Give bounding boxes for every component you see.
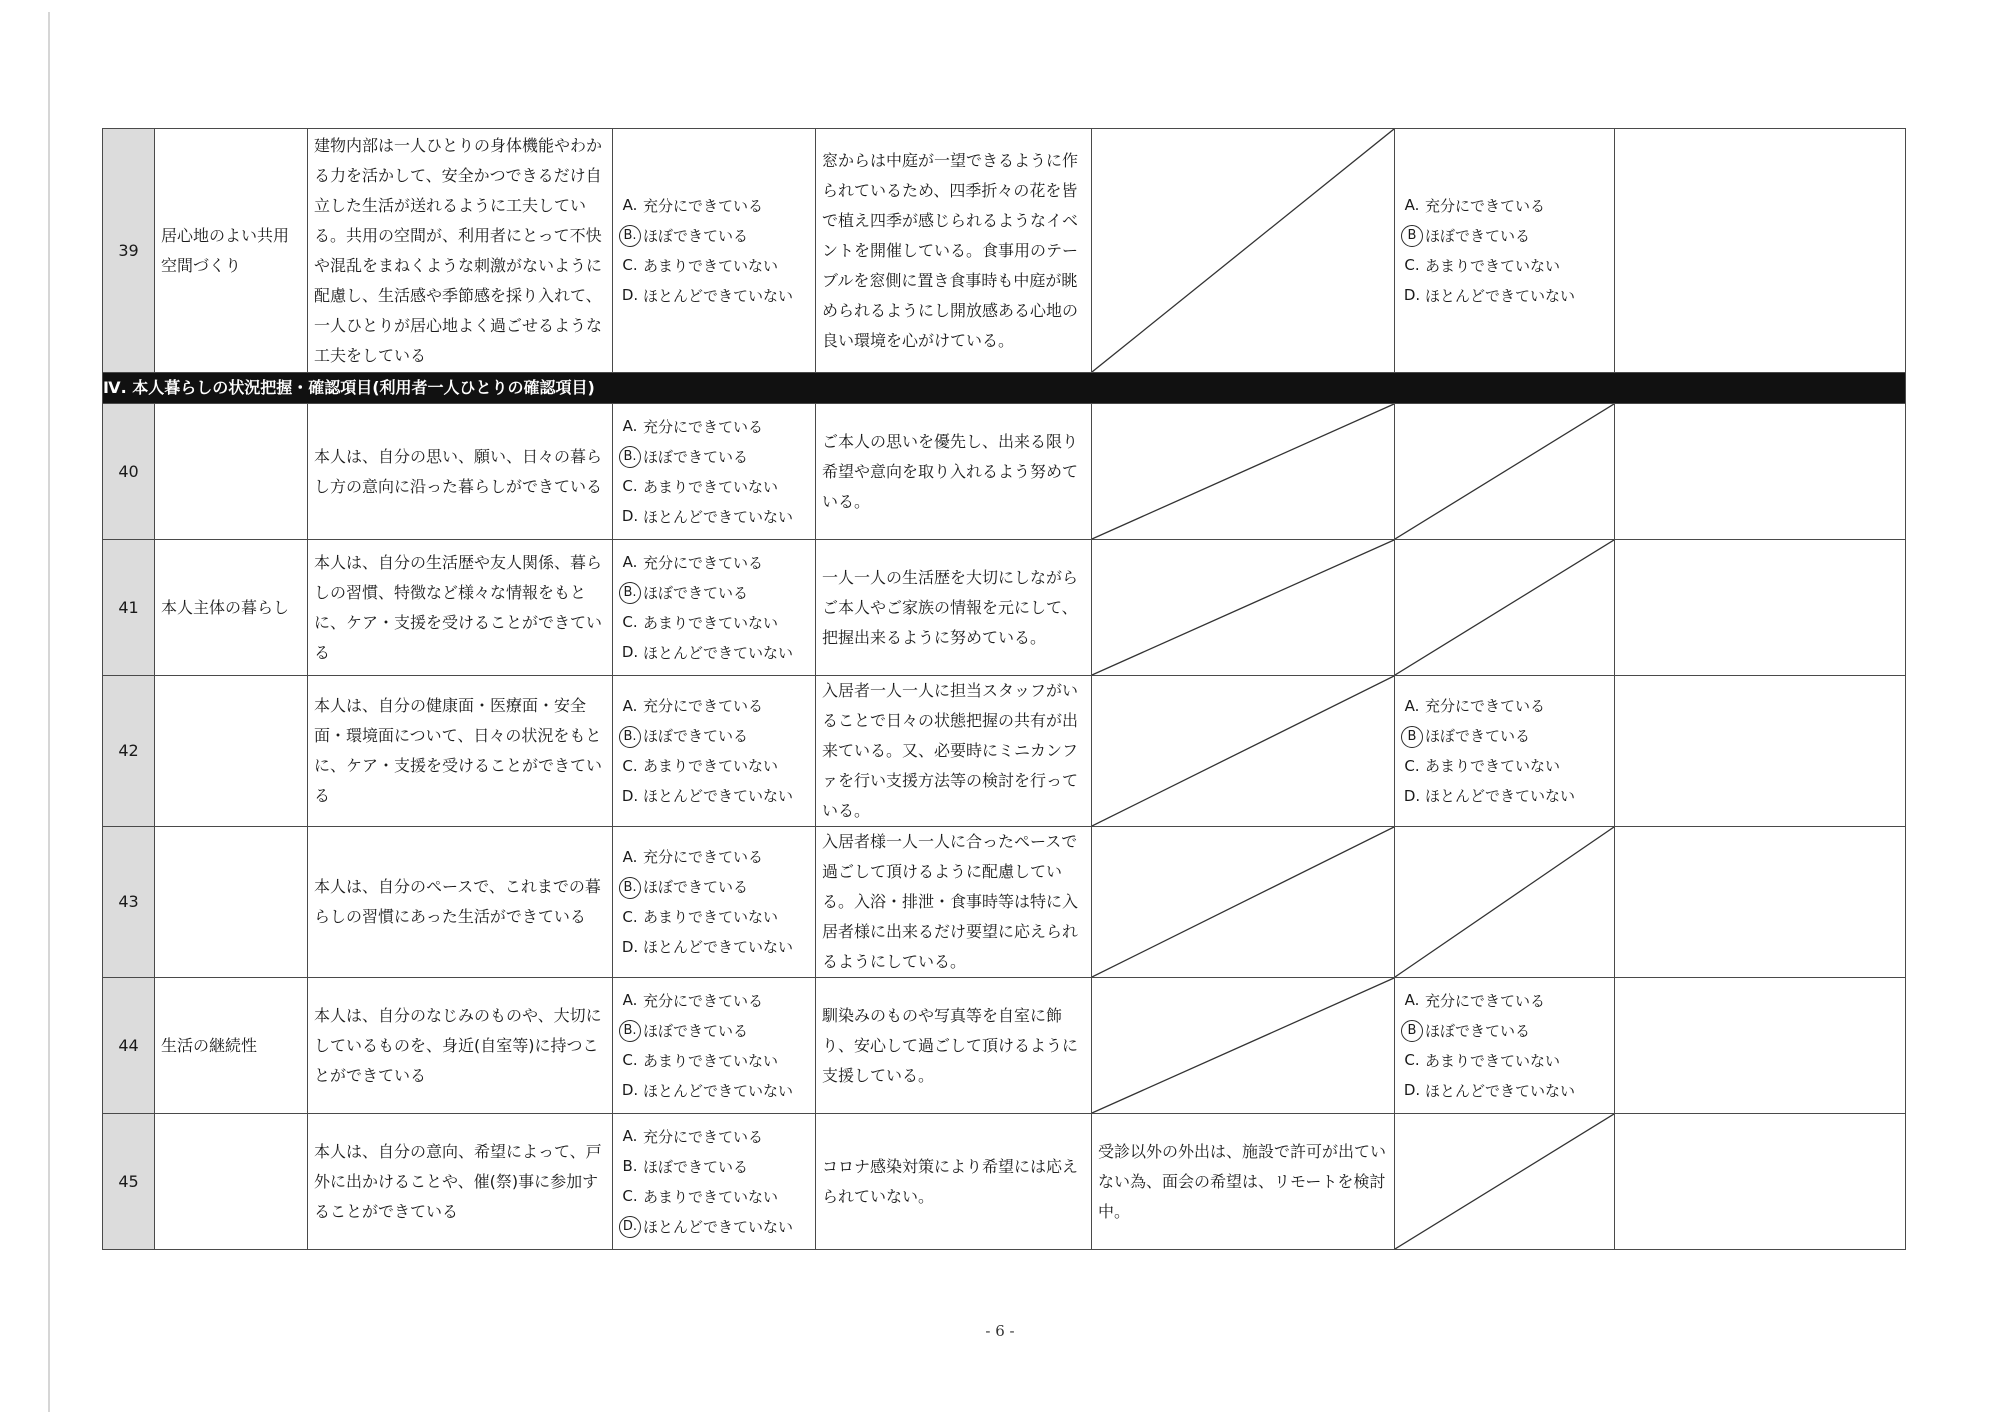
option-b <box>619 721 815 751</box>
option-c <box>619 472 815 502</box>
option-text: ほとんどできていない <box>643 286 794 305</box>
option-text: ほぼできている <box>643 878 749 896</box>
option-d <box>619 781 815 811</box>
slash-cell <box>1092 129 1395 373</box>
group-label <box>155 404 308 540</box>
group-label: 本人主体の暮らし <box>155 540 308 676</box>
option-c <box>1401 1046 1614 1076</box>
option-c <box>619 251 815 281</box>
option-text: ほとんどできていない <box>643 643 794 662</box>
option-mark: D. <box>621 1081 639 1099</box>
option-d <box>619 502 815 532</box>
option-mark: D. <box>621 507 639 525</box>
option-d <box>619 638 815 668</box>
option-mark: A. <box>1404 991 1420 1009</box>
selected-circle-mark: B <box>1401 726 1423 748</box>
empty-cell <box>1615 404 1906 540</box>
self-comment: コロナ感染対策により希望には応えられていない。 <box>816 1114 1092 1250</box>
option-text: あまりできていない <box>1425 256 1561 275</box>
selected-circle-mark: B. <box>619 582 641 604</box>
item-number: 40 <box>103 404 155 540</box>
table-row <box>103 404 1906 540</box>
option-b <box>1401 221 1614 251</box>
section-header-row <box>103 373 1906 404</box>
empty-cell <box>1615 676 1906 827</box>
slash-line <box>1395 540 1614 675</box>
selected-circle-mark: B. <box>619 225 641 247</box>
option-mark: A. <box>622 196 638 214</box>
option-c <box>1401 251 1614 281</box>
option-mark: C. <box>622 477 638 495</box>
option-mark: D. <box>621 937 639 956</box>
option-mark: C. <box>622 1187 638 1205</box>
option-text: あまりできていない <box>643 1051 779 1070</box>
item-number: 43 <box>103 827 155 978</box>
option-text: ほぼできている <box>643 1021 749 1040</box>
slash-cell <box>1092 540 1395 676</box>
group-label: 居心地のよい共用空間づくり <box>155 129 308 373</box>
empty-cell <box>1615 827 1906 978</box>
selected-circle-mark: B. <box>619 446 641 468</box>
option-a <box>1401 691 1614 721</box>
self-eval-options <box>613 129 816 373</box>
slash-cell <box>1092 404 1395 540</box>
option-b <box>619 1152 815 1182</box>
option-mark: C. <box>622 756 638 775</box>
empty-cell <box>1615 540 1906 676</box>
option-a <box>1401 986 1614 1016</box>
table-row <box>103 676 1906 827</box>
option-mark: C. <box>622 907 638 926</box>
option-a <box>619 548 815 578</box>
self-eval-options <box>613 676 816 827</box>
option-mark: C. <box>622 613 638 631</box>
slash-line <box>1395 404 1614 539</box>
option-text: あまりできていない <box>1425 757 1561 775</box>
slash-line <box>1092 404 1394 539</box>
group-label: 生活の継続性 <box>155 978 308 1114</box>
option-mark: D. <box>621 643 639 661</box>
slash-line <box>1092 978 1394 1113</box>
option-text: ほぼできている <box>1425 226 1531 245</box>
option-mark: C. <box>622 1051 638 1069</box>
option-text: あまりできていない <box>643 477 779 496</box>
option-mark: A. <box>622 1127 638 1145</box>
empty-cell <box>1615 1114 1906 1250</box>
item-text: 本人は、自分の生活歴や友人関係、暮らしの習慣、特徴など様々な情報をもとに、ケア・支援を受けることができている <box>308 540 613 676</box>
slash-cell <box>1395 1114 1615 1250</box>
option-mark: A. <box>1404 696 1420 715</box>
self-eval-options <box>613 540 816 676</box>
option-text: ほぼできている <box>643 727 749 745</box>
page-number: - 6 - <box>985 1322 1015 1340</box>
table-row <box>103 978 1906 1114</box>
item-text: 本人は、自分の健康面・医療面・安全面・環境面について、日々の状況をもとに、ケア・支援を受けることができている <box>308 676 613 827</box>
item-text: 本人は、自分の意向、希望によって、戸外に出かけることや、催(祭)事に参加することができている <box>308 1114 613 1250</box>
option-mark: D. <box>621 286 639 304</box>
option-b <box>1401 1016 1614 1046</box>
self-comment: ご本人の思いを優先し、出来る限り希望や意向を取り入れるよう努めている。 <box>816 404 1092 540</box>
option-text: ほとんどできていない <box>643 1217 794 1236</box>
option-a <box>619 691 815 721</box>
empty-cell <box>1615 978 1906 1114</box>
option-text: 充分にできている <box>643 417 764 436</box>
slash-line <box>1092 676 1394 826</box>
table-row <box>103 129 1906 373</box>
option-mark: A. <box>622 696 638 715</box>
slash-line <box>1092 827 1394 977</box>
external-comment: 受診以外の外出は、施設で許可が出ていない為、面会の希望は、リモートを検討中。 <box>1092 1114 1395 1250</box>
self-comment: 窓からは中庭が一望できるように作られているため、四季折々の花を皆で植え四季が感じられるようなイベントを開催している。食事用のテーブルを窓側に置き食事時も中庭が眺められるようにし開放感ある心地の良い環境を心がけている。 <box>816 129 1092 373</box>
option-text: 充分にできている <box>643 991 764 1010</box>
option-a <box>619 986 815 1016</box>
option-text: あまりできていない <box>643 908 779 926</box>
option-text: 充分にできている <box>1425 196 1546 215</box>
self-eval-options <box>613 827 816 978</box>
slash-cell <box>1092 676 1395 827</box>
selected-circle-mark: B <box>1401 1020 1423 1042</box>
item-text: 本人は、自分の思い、願い、日々の暮らし方の意向に沿った暮らしができている <box>308 404 613 540</box>
option-mark: C. <box>1404 756 1420 775</box>
table-row <box>103 827 1906 978</box>
option-c <box>619 902 815 932</box>
slash-cell <box>1395 827 1615 978</box>
self-comment: 入居者一人一人に担当スタッフがいることで日々の状態把握の共有が出来ている。又、必要時にミニカンファを行い支援方法等の検討を行っている。 <box>816 676 1092 827</box>
option-text: 充分にできている <box>643 697 764 715</box>
option-b <box>1401 721 1614 751</box>
item-number: 42 <box>103 676 155 827</box>
option-mark: A. <box>1404 196 1420 214</box>
selected-circle-mark: D. <box>619 1216 641 1238</box>
option-text: 充分にできている <box>1425 991 1546 1010</box>
slash-cell <box>1395 540 1615 676</box>
group-label <box>155 1114 308 1250</box>
option-mark: D. <box>621 786 639 805</box>
option-c <box>619 751 815 781</box>
external-eval-options <box>1395 978 1615 1114</box>
option-text: あまりできていない <box>643 256 779 275</box>
option-c <box>619 1046 815 1076</box>
item-number: 39 <box>103 129 155 373</box>
option-mark: C. <box>1404 1051 1420 1069</box>
option-text: 充分にできている <box>643 196 764 215</box>
external-eval-options <box>1395 676 1615 827</box>
option-a <box>619 842 815 872</box>
option-mark: C. <box>1404 256 1420 274</box>
external-eval-options <box>1395 129 1615 373</box>
self-comment: 入居者様一人一人に合ったペースで過ごして頂けるように配慮している。入浴・排泄・食事時等は特に入居者様に出来るだけ要望に応えられるようにしている。 <box>816 827 1092 978</box>
item-number: 45 <box>103 1114 155 1250</box>
item-number: 44 <box>103 978 155 1114</box>
group-label <box>155 676 308 827</box>
option-c <box>619 1182 815 1212</box>
option-b <box>619 442 815 472</box>
evaluation-table <box>102 128 1906 1250</box>
self-eval-options <box>613 978 816 1114</box>
option-mark: D. <box>1403 786 1421 805</box>
option-text: ほとんどできていない <box>643 507 794 526</box>
option-mark: A. <box>622 417 638 435</box>
option-a <box>619 1122 815 1152</box>
option-b <box>619 221 815 251</box>
option-text: ほとんどできていない <box>643 787 794 805</box>
item-text: 本人は、自分のペースで、これまでの暮らしの習慣にあった生活ができている <box>308 827 613 978</box>
option-text: ほぼできている <box>643 1157 749 1176</box>
option-b <box>619 1016 815 1046</box>
slash-line <box>1092 129 1394 372</box>
option-text: あまりできていない <box>643 1187 779 1206</box>
option-text: 充分にできている <box>1425 697 1546 715</box>
option-d <box>1401 281 1614 311</box>
table-row <box>103 1114 1906 1250</box>
group-label <box>155 827 308 978</box>
option-text: ほとんどできていない <box>1425 286 1576 305</box>
selected-circle-mark: B <box>1401 225 1423 247</box>
item-number: 41 <box>103 540 155 676</box>
option-text: あまりできていない <box>643 613 779 632</box>
option-c <box>1401 751 1614 781</box>
table-row <box>103 540 1906 676</box>
item-text: 本人は、自分のなじみのものや、大切にしているものを、身近(自室等)に持つことができている <box>308 978 613 1114</box>
self-comment: 一人一人の生活歴を大切にしながらご本人やご家族の情報を元にして、把握出来るように努めている。 <box>816 540 1092 676</box>
option-d <box>619 1076 815 1106</box>
item-text: 建物内部は一人ひとりの身体機能やわかる力を活かして、安全かつできるだけ自立した生活が送れるように工夫している。共用の空間が、利用者にとって不快や混乱をまねくような刺激がないように配慮し、生活感や季節感を採り入れて、一人ひとりが居心地よく過ごせるような工夫をしている <box>308 129 613 373</box>
option-b <box>619 578 815 608</box>
option-text: ほとんどできていない <box>1425 1081 1576 1100</box>
option-text: ほぼできている <box>1425 727 1531 745</box>
slash-line <box>1092 540 1394 675</box>
option-text: ほぼできている <box>643 583 749 602</box>
selected-circle-mark: B. <box>619 877 641 899</box>
option-text: 充分にできている <box>643 848 764 866</box>
slash-cell <box>1092 978 1395 1114</box>
option-text: ほとんどできていない <box>1425 787 1576 805</box>
option-text: ほぼできている <box>1425 1021 1531 1040</box>
section-title: Ⅳ. 本人暮らしの状況把握・確認項目(利用者一人ひとりの確認項目) <box>103 373 1906 404</box>
option-mark: D. <box>1403 1081 1421 1099</box>
empty-cell <box>1615 129 1906 373</box>
option-text: ほとんどできていない <box>643 938 794 956</box>
option-mark: C. <box>622 256 638 274</box>
option-text: 充分にできている <box>643 1127 764 1146</box>
option-d <box>1401 1076 1614 1106</box>
option-d <box>619 1212 815 1242</box>
option-d <box>1401 781 1614 811</box>
self-eval-options <box>613 404 816 540</box>
slash-cell <box>1395 404 1615 540</box>
option-c <box>619 608 815 638</box>
option-text: ほぼできている <box>643 447 749 466</box>
option-text: 充分にできている <box>643 553 764 572</box>
slash-cell <box>1092 827 1395 978</box>
scan-edge-line <box>48 12 50 1412</box>
slash-line <box>1395 827 1614 977</box>
option-a <box>1401 191 1614 221</box>
selected-circle-mark: B. <box>619 726 641 748</box>
option-mark: D. <box>1403 286 1421 304</box>
option-d <box>619 281 815 311</box>
option-mark: A. <box>622 847 638 866</box>
option-d <box>619 932 815 962</box>
option-text: あまりできていない <box>1425 1051 1561 1070</box>
selected-circle-mark: B. <box>619 1020 641 1042</box>
option-text: あまりできていない <box>643 757 779 775</box>
option-b <box>619 872 815 902</box>
option-text: ほぼできている <box>643 226 749 245</box>
slash-line <box>1395 1114 1614 1249</box>
option-a <box>619 191 815 221</box>
self-comment: 馴染みのものや写真等を自室に飾り、安心して過ごして頂けるように支援している。 <box>816 978 1092 1114</box>
option-a <box>619 412 815 442</box>
option-mark: A. <box>622 991 638 1009</box>
option-text: ほとんどできていない <box>643 1081 794 1100</box>
option-mark: B. <box>622 1157 638 1175</box>
option-mark: A. <box>622 553 638 571</box>
self-eval-options <box>613 1114 816 1250</box>
